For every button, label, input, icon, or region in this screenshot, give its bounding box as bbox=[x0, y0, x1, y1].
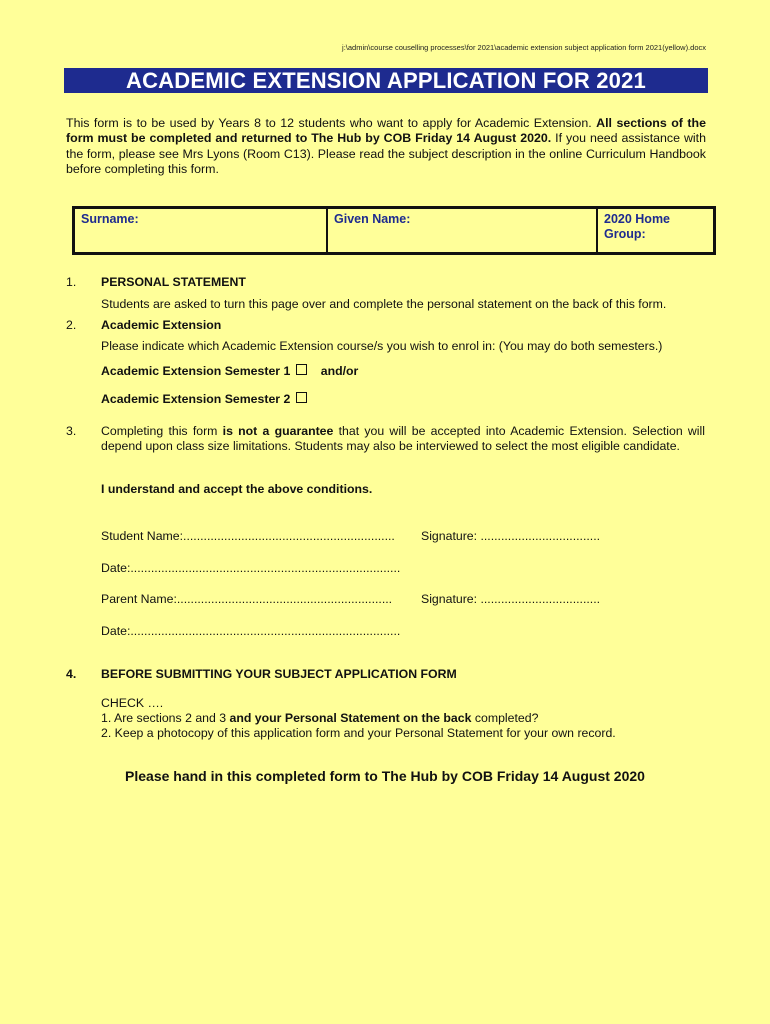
check-item-1-b: completed? bbox=[471, 711, 539, 725]
check-label: CHECK …. bbox=[101, 696, 164, 710]
intro-text-1: This form is to be used by Years 8 to 12 students who want to apply for Academic Extension. bbox=[66, 116, 597, 130]
intro-paragraph bbox=[66, 116, 706, 177]
section-4-heading: BEFORE SUBMITTING YOUR SUBJECT APPLICATION FORM bbox=[101, 667, 457, 681]
check-item-1-bold: and your Personal Statement on the back bbox=[229, 711, 472, 725]
student-signature-field[interactable]: Signature: ................................... bbox=[421, 529, 601, 543]
section-2-number: 2. bbox=[66, 318, 77, 332]
student-name-field[interactable]: Student Name:.............................................................. bbox=[101, 529, 395, 543]
semester-1-option bbox=[101, 364, 358, 379]
section-2-heading: Academic Extension bbox=[101, 318, 222, 332]
semester-2-option bbox=[101, 392, 307, 407]
surname-label: Surname: bbox=[81, 212, 139, 226]
section-1-number: 1. bbox=[66, 275, 77, 289]
student-info-table bbox=[72, 206, 716, 255]
check-item-1-a: 1. Are sections 2 and 3 bbox=[101, 711, 230, 725]
intro-text-2: If you need assistance with the form, please see Mrs Lyons (Room C13). Please read the subject description in the online Curriculum Handbook before completing this form. bbox=[66, 131, 706, 176]
accept-conditions: I understand and accept the above conditions. bbox=[101, 482, 373, 496]
section-3-text-1: Completing this form bbox=[101, 424, 223, 438]
section-1-heading: PERSONAL STATEMENT bbox=[101, 275, 246, 289]
section-1-text: Students are asked to turn this page over and complete the personal statement on the back of this form. bbox=[101, 297, 667, 311]
section-3-text bbox=[101, 424, 705, 454]
section-4-number: 4. bbox=[66, 667, 77, 681]
semester-2-label: Academic Extension Semester 2 bbox=[101, 392, 291, 406]
given-name-label: Given Name: bbox=[334, 212, 411, 226]
parent-name-field[interactable]: Parent Name:............................................................... bbox=[101, 592, 393, 606]
section-3-number: 3. bbox=[66, 424, 77, 438]
student-date-field[interactable]: Date:............................................................................... bbox=[101, 561, 401, 575]
intro-deadline: All sections of the form must be completed and returned to The Hub by COB Friday 14 August 2020. bbox=[66, 116, 706, 146]
surname-field[interactable] bbox=[75, 209, 328, 252]
andor-label: and/or bbox=[320, 364, 359, 378]
final-note: Please hand in this completed form to The Hub by COB Friday 14 August 2020 bbox=[125, 768, 645, 784]
section-2-text: Please indicate which Academic Extension course/s you wish to enrol in: (You may do both semesters.) bbox=[101, 339, 663, 353]
semester-2-checkbox[interactable] bbox=[296, 392, 307, 403]
section-3-text-2: that you will be accepted into Academic Extension. Selection will depend upon class size limitations. Students may also be interviewed to select the most eligible candidate. bbox=[101, 424, 706, 453]
semester-1-checkbox[interactable] bbox=[296, 364, 307, 375]
check-item-2: 2. Keep a photocopy of this application form and your Personal Statement for your own record. bbox=[101, 726, 616, 740]
parent-date-field[interactable]: Date:............................................................................... bbox=[101, 624, 401, 638]
home-group-label: 2020 Home Group: bbox=[604, 212, 671, 241]
file-path: j:\admin\course couselling processes\for 2021\academic extension subject application form 2021(yellow).docx bbox=[342, 43, 706, 52]
page-title: ACADEMIC EXTENSION APPLICATION FOR 2021 bbox=[64, 68, 708, 93]
section-3-guarantee: is not a guarantee bbox=[222, 424, 334, 438]
semester-1-label: Academic Extension Semester 1 bbox=[101, 364, 291, 378]
check-item-1 bbox=[101, 711, 538, 726]
home-group-field[interactable] bbox=[598, 209, 713, 252]
given-name-field[interactable] bbox=[328, 209, 598, 252]
parent-signature-field[interactable]: Signature: ................................... bbox=[421, 592, 601, 606]
